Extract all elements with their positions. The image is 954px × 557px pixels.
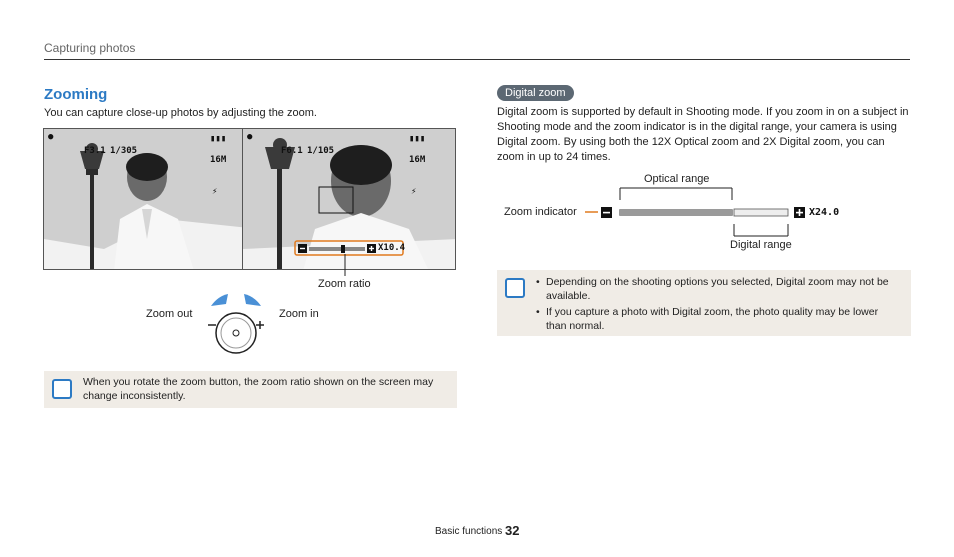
footer-text: Basic functions <box>435 526 503 537</box>
mode-icon: ● <box>48 132 54 142</box>
intro-text: You can capture close-up photos by adjusting the zoom. <box>44 107 317 119</box>
zoom-ratio-readout: X10.4 <box>378 243 406 253</box>
zoom-out-label: Zoom out <box>146 308 193 320</box>
zoom-note-text: When you rotate the zoom button, the zoom ratio shown on the screen may change inconsistently. <box>83 376 434 402</box>
digital-zoom-badge: Digital zoom <box>497 85 574 101</box>
mode-icon: ● <box>247 132 253 142</box>
digital-range-label: Digital range <box>730 239 792 251</box>
aperture-readout: F3.1 <box>84 146 106 156</box>
digital-zoom-notes <box>536 275 900 335</box>
shutter-readout: 1/305 <box>110 146 138 156</box>
image-size-readout: 16M <box>409 155 426 165</box>
digital-zoom-paragraph: Digital zoom is supported by default in Shooting mode. If you zoom in on a subject in Shooting mode and the zoom indicator is in the digital range, your camera is using Digital zoom. By using both the 12X Optical zoom and 2X Digital zoom, you can zoom in up to 24 times. <box>497 106 909 163</box>
note-item: • If you capture a photo with Digital zoom, the photo quality may be lower than normal. <box>536 305 900 333</box>
section-title: Zooming <box>44 86 108 103</box>
zoom-indicator-label: Zoom indicator <box>504 206 577 218</box>
zoom-in-label: Zoom in <box>279 308 319 320</box>
flash-icon: ⚡ <box>212 187 218 197</box>
battery-icon: ▮▮▮ <box>210 134 227 144</box>
zoom-note-box <box>44 371 457 408</box>
note-item: • Depending on the shooting options you selected, Digital zoom may not be available. <box>536 275 900 303</box>
page-number: 32 <box>505 523 520 538</box>
digital-zoom-value: X24.0 <box>809 207 840 218</box>
image-size-readout: 16M <box>210 155 227 165</box>
aperture-readout: F6.1 <box>281 146 303 156</box>
note-icon <box>52 379 72 399</box>
header-section-title: Capturing photos <box>44 41 136 55</box>
flash-icon: ⚡ <box>411 187 417 197</box>
battery-icon: ▮▮▮ <box>409 134 426 144</box>
shutter-readout: 1/105 <box>307 146 335 156</box>
zoom-ratio-label: Zoom ratio <box>318 278 371 290</box>
note-icon <box>505 278 525 298</box>
optical-range-label: Optical range <box>644 173 710 185</box>
